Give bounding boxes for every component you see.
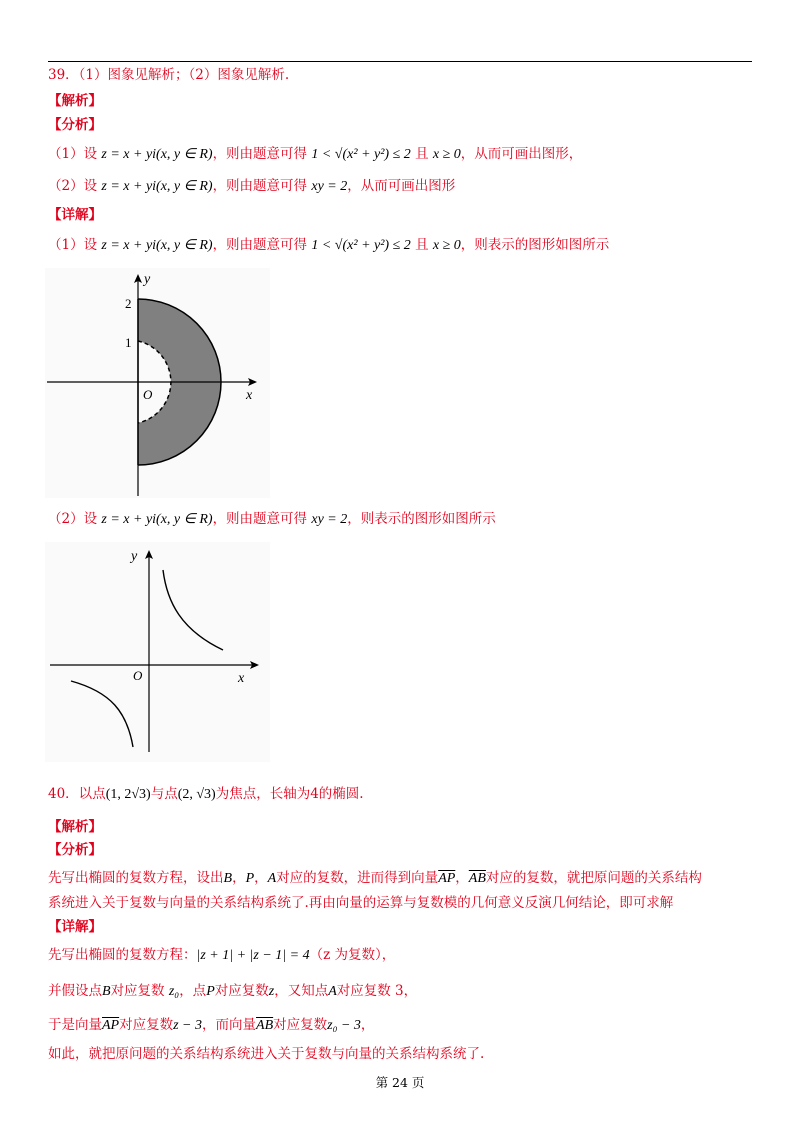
top-rule — [48, 61, 752, 62]
page-number: 第 24 页 — [375, 1075, 425, 1090]
q40-fenxi-heading: 【分析】 — [48, 842, 102, 858]
q39-detail-line1: （1）设 z = x + yi(x, y ∈ R)，则由题意可得 1 < √(x² + y²) ≤ 2 且 x ≥ 0，则表示的图形如图所示 — [48, 237, 610, 253]
y-axis-label: y — [144, 272, 151, 287]
formula: z − 3 — [173, 1018, 203, 1033]
q40-fenxi-line1: 先写出椭圆的复数方程，设出B，P，A对应的复数，进而得到向量$\overline{AP}$，$\overline{AB}$对应的复数，就把原问题的关系结构 — [48, 870, 702, 886]
q39-fenxi-line1: （1）设 z = x + yi(x, y ∈ R)，则由题意可得 1 < √(x² + y²) ≤ 2 且 x ≥ 0，从而可画出图形， — [48, 146, 583, 162]
formula: x ≥ 0 — [432, 147, 461, 162]
formula: z = x + yi(x, y ∈ R) — [101, 147, 213, 162]
formula: z = x + yi(x, y ∈ R) — [101, 179, 213, 194]
hyperbola-figure — [45, 542, 270, 762]
q39-fenxi-heading: 【分析】 — [48, 117, 102, 133]
formula: |z + 1| + |z − 1| = 4 — [196, 948, 310, 963]
q40-detail-line3: 于是向量$\overline{AP}$对应复数z − 3，而向量$\overline{AB}$对应复数z₀ − 3， — [48, 1017, 375, 1033]
q40-jiexi-heading: 【解析】 — [48, 819, 102, 835]
formula: x ≥ 0 — [432, 238, 461, 253]
q39-fenxi-line2: （2）设 z = x + yi(x, y ∈ R)，则由题意可得 xy = 2，从而可画出图形 — [48, 178, 456, 194]
q40-detail-line2: 并假设点B对应复数 z₀，点P对应复数z，又知点A对应复数 3， — [48, 983, 418, 999]
formula: z₀ − 3 — [327, 1018, 361, 1033]
q39-answer: 39．（1）图象见解析；（2）图象见解析. — [48, 67, 290, 83]
q40-answer: 40．以点(1, 2√3)与点(2, √3)为焦点，长轴为4的椭圆. — [48, 786, 364, 802]
formula: xy = 2 — [311, 179, 348, 194]
formula: z = x + yi(x, y ∈ R) — [101, 512, 213, 527]
q40-detail-line1: 先写出椭圆的复数方程：|z + 1| + |z − 1| = 4（z 为复数）， — [48, 947, 396, 963]
origin-label: O — [133, 668, 143, 683]
formula: (2, √3) — [177, 787, 216, 802]
formula: z = x + yi(x, y ∈ R) — [101, 238, 213, 253]
x-axis-label: x — [238, 671, 245, 686]
formula: xy = 2 — [311, 512, 348, 527]
formula: (1, 2√3) — [105, 787, 151, 802]
q39-xiangjie-heading: 【详解】 — [48, 207, 102, 223]
q40-fenxi-line2: 系统进入关于复数与向量的关系结构系统了.再由向量的运算与复数模的几何意义反演几何结论，即可求解 — [48, 895, 674, 911]
y-axis-label: y — [131, 549, 138, 564]
origin-label: O — [143, 387, 153, 402]
tick-label-2: 2 — [125, 296, 132, 311]
half-annulus-figure — [45, 268, 270, 498]
q40-xiangjie-heading: 【详解】 — [48, 919, 102, 935]
formula: 1 < √(x² + y²) ≤ 2 — [311, 147, 411, 162]
vector-ab: $\overline{AB}$ — [256, 1018, 274, 1033]
vector-ap: $\overline{AP}$ — [102, 1018, 120, 1033]
q39-detail-line2: （2）设 z = x + yi(x, y ∈ R)，则由题意可得 xy = 2，则表示的图形如图所示 — [48, 511, 496, 527]
tick-label-1: 1 — [125, 335, 132, 350]
x-axis-label: x — [246, 388, 253, 403]
q40-detail-line4: 如此，就把原问题的关系结构系统进入关于复数与向量的关系结构系统了. — [48, 1046, 485, 1062]
vector-ap: $\overline{AP}$ — [438, 871, 456, 886]
formula: 1 < √(x² + y²) ≤ 2 — [311, 238, 411, 253]
q39-jiexi-heading: 【解析】 — [48, 93, 102, 109]
vector-ab: $\overline{AB}$ — [468, 871, 486, 886]
